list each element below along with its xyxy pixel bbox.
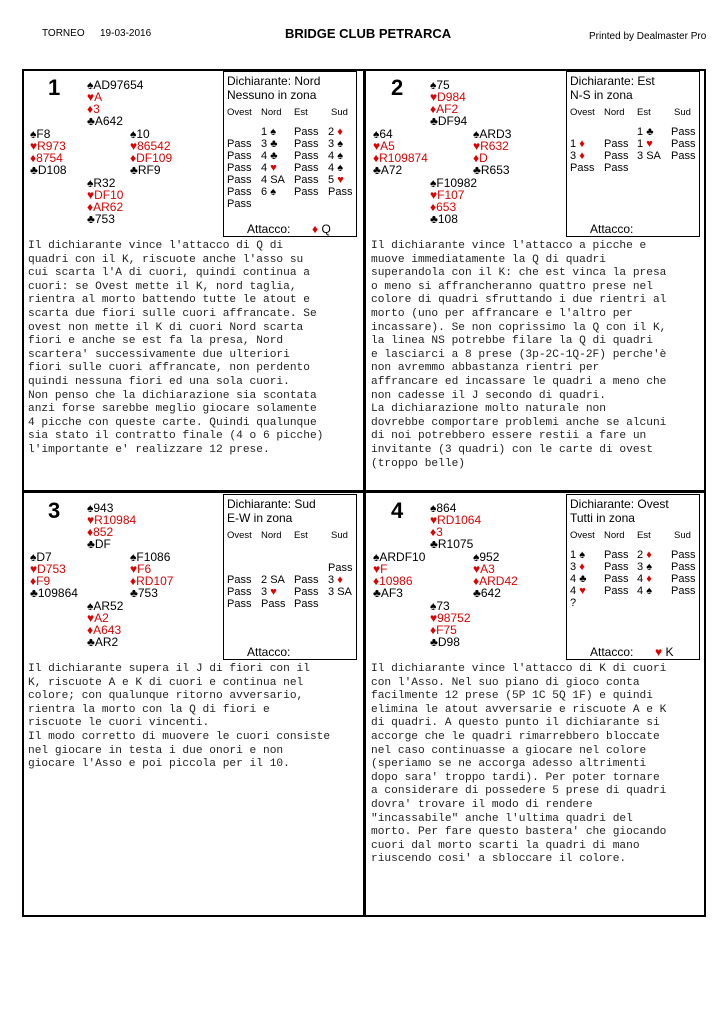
- west-holding: ARDF10: [379, 550, 426, 564]
- spade-icon: ♠: [430, 176, 437, 190]
- diamond-icon: ♦: [430, 102, 437, 116]
- bid-header-est: Est: [294, 530, 308, 541]
- north-holding: AD97654: [93, 78, 144, 92]
- dealer: Dichiarante: Nord: [227, 74, 321, 88]
- diamond-icon: ♦: [579, 150, 585, 162]
- bid-header-est: Est: [294, 107, 308, 118]
- east-holding: D: [479, 151, 488, 165]
- club-icon: ♣: [373, 586, 381, 600]
- spade-icon: ♠: [430, 501, 437, 515]
- bidding-header: [570, 107, 698, 121]
- spade-icon: ♠: [130, 550, 137, 564]
- bid-header-sud: Sud: [674, 107, 691, 118]
- north-holding: R1075: [437, 537, 474, 551]
- east-holding: 86542: [137, 139, 171, 153]
- diamond-icon: ♦: [337, 126, 343, 138]
- east-hand: [130, 551, 173, 599]
- south-suit-line: [430, 636, 471, 648]
- south-hand: [87, 600, 123, 648]
- dealer-info: [227, 497, 316, 525]
- board-commentary: Il dichiarante vince l'attacco di K di cuori con l'Asso. Nel suo piano di gioco conta facilmente 12 prese (5P 1C 5Q 1F) e quindi elimina le atout avversarie e riscuote A e K di quadri. A questo punto il dichiarante si accorge che le quadri rimarrebbero bloccate nel caso continuasse a giocare nel colore (speriamo se ne accorga adesso altrimenti dopo sara' troppo tardi). Per poter tornare a considerare di possedere 5 prese di quadri dovra' trovare il modo di rendere "incassabile" anche l'ultima quadri del morto. Per fare questo bastera' che giocando cuori dal morto scarti la quadri di mano riuscendo cosi' a sbloccare il colore.: [371, 663, 667, 866]
- north-holding: D984: [437, 90, 466, 104]
- east-hand: [130, 128, 172, 176]
- south-hand: [87, 177, 123, 225]
- south-holding: F75: [436, 623, 457, 637]
- bid-header-est: Est: [637, 107, 651, 118]
- bidding-header: [227, 107, 355, 121]
- heart-icon: ♥: [87, 90, 95, 104]
- club-icon: ♣: [87, 635, 95, 649]
- north-suit-line: [87, 115, 143, 127]
- south-hand: [430, 600, 471, 648]
- west-holding: D108: [37, 163, 67, 177]
- heart-icon: ♥: [646, 138, 653, 150]
- spade-icon: ♠: [373, 550, 380, 564]
- bidding-table: [227, 126, 355, 216]
- south-suit-line: [87, 213, 123, 225]
- west-holding: F: [380, 562, 388, 576]
- heart-icon: ♥: [87, 188, 95, 202]
- diamond-icon: ♦: [430, 200, 437, 214]
- board-number: 2: [391, 75, 404, 100]
- bids-est: Pass Pass Pass: [294, 574, 319, 610]
- north-holding: A: [94, 90, 103, 104]
- east-holding: RF9: [137, 163, 161, 177]
- board-commentary: Il dichiarante vince l'attacco a picche e muove immediatamente la Q di quadri superandola con il K: che est vinca la presa o meno si affrancheranno quattro prese nel colore di quadri sfruttando i due rientri al morto (uno per affrancare e l'altro per incassare). Se non coprissimo la Q con il K, la linea NS potrebbe filare la Q di quadri e lasciarci a 8 prese (3p-2C-1Q-2F) perche'è non avremmo abbastanza rientri per affrancare ed incassare le quadri a meno che non cadesse il J secondo di quadri. La dichiarazione molto naturale non dovrebbe comportare problemi anche se alcuni di noi potrebbero essere restii a fare un invitante (3 quadri) con le carte di ovest (troppo belle): [371, 240, 667, 470]
- heart-icon: ♥: [30, 139, 38, 153]
- west-suit-line: [30, 587, 78, 599]
- dealer: Dichiarante: Sud: [227, 497, 316, 511]
- spade-icon: ♠: [87, 176, 94, 190]
- north-holding: 3: [436, 525, 443, 539]
- east-hand: [473, 128, 511, 176]
- diamond-icon: ♦: [30, 151, 37, 165]
- bids-sud: Pass 3 ♦ 3 SA: [328, 562, 353, 598]
- south-holding: 108: [437, 212, 458, 226]
- diamond-icon: ♦: [430, 623, 437, 637]
- heart-icon: ♥: [373, 562, 381, 576]
- diamond-icon: ♦: [87, 200, 94, 214]
- east-holding: ARD3: [479, 127, 512, 141]
- west-suit-line: [373, 587, 425, 599]
- lead-label: Attacco:: [247, 222, 291, 236]
- board-commentary: Il dichiarante supera il J di fiori con il K, riscuote A e K di cuori e continua nel colore; con qualunque ritorno avversario, rientra la morto con la Q di fiori e riscuote le cuori vincenti. Il modo corretto di muovere le cuori consiste nel giocare in testa i due onori e non giocare l'Asso e poi piccola per il 10.: [28, 663, 331, 771]
- horizontal-divider: [22, 490, 706, 493]
- bid-header-ovest: Ovest: [227, 530, 252, 541]
- north-holding: 75: [436, 78, 450, 92]
- west-holding: F8: [36, 127, 51, 141]
- diamond-icon: ♦: [87, 102, 94, 116]
- east-holding: 952: [479, 550, 500, 564]
- lead-card: ♥ K: [655, 645, 674, 659]
- west-suit-line: [30, 164, 67, 176]
- heart-icon: ♥: [430, 188, 438, 202]
- dealer-info: [570, 497, 669, 525]
- south-holding: AR52: [93, 599, 124, 613]
- bidding-header: [570, 530, 698, 544]
- bid-header-nord: Nord: [604, 530, 625, 541]
- east-holding: R632: [480, 139, 509, 153]
- north-holding: 864: [436, 501, 457, 515]
- east-hand: [473, 551, 518, 599]
- north-holding: RD1064: [437, 513, 482, 527]
- west-hand: [30, 551, 78, 599]
- heart-icon: ♥: [270, 586, 277, 598]
- south-holding: A643: [93, 623, 122, 637]
- west-suit-line: [373, 164, 428, 176]
- vulnerability: E-W in zona: [227, 511, 293, 525]
- east-holding: DF109: [136, 151, 173, 165]
- diamond-icon: ♦: [579, 561, 585, 573]
- vulnerability: Tutti in zona: [570, 511, 635, 525]
- bids-ovest: 1 ♠ 3 ♦ 4 ♣ 4 ♥ ?: [570, 549, 587, 609]
- bidding-table: [570, 126, 698, 216]
- north-holding: 3: [93, 102, 100, 116]
- auction-box: [566, 494, 700, 660]
- vulnerability: N-S in zona: [570, 88, 633, 102]
- bids-sud: Pass Pass Pass: [671, 126, 696, 162]
- diamond-icon: ♦: [337, 574, 343, 586]
- diamond-icon: ♦: [312, 222, 319, 236]
- bid-header-nord: Nord: [261, 530, 282, 541]
- east-holding: ARD42: [479, 574, 518, 588]
- lead-card: ♦ Q: [312, 222, 331, 236]
- spade-icon: ♠: [87, 501, 94, 515]
- club-icon: ♣: [430, 635, 438, 649]
- south-holding: F10982: [436, 176, 478, 190]
- west-holding: R109874: [379, 151, 428, 165]
- club-icon: ♣: [130, 586, 138, 600]
- north-hand: [87, 502, 136, 550]
- heart-icon: ♥: [579, 585, 586, 597]
- south-holding: D98: [437, 635, 460, 649]
- west-holding: A5: [380, 139, 395, 153]
- club-icon: ♣: [430, 114, 438, 128]
- board-number: 1: [48, 75, 61, 100]
- bid-header-ovest: Ovest: [227, 107, 252, 118]
- north-holding: AF2: [436, 102, 459, 116]
- vulnerability: Nessuno in zona: [227, 88, 317, 102]
- diamond-icon: ♦: [130, 574, 137, 588]
- diamond-icon: ♦: [646, 549, 652, 561]
- south-holding: 653: [436, 200, 457, 214]
- east-suit-line: [130, 164, 172, 176]
- north-holding: A642: [94, 114, 123, 128]
- event-label: TORNEO: [42, 28, 85, 39]
- dealer: Dichiarante: Est: [570, 74, 655, 88]
- heart-icon: ♥: [373, 139, 381, 153]
- diamond-icon: ♦: [373, 574, 380, 588]
- diamond-icon: ♦: [373, 151, 380, 165]
- west-holding: D753: [37, 562, 66, 576]
- west-holding: 64: [379, 127, 393, 141]
- heart-icon: ♥: [130, 562, 138, 576]
- bidding-table: [570, 549, 698, 639]
- east-holding: 642: [480, 586, 501, 600]
- heart-icon: ♥: [473, 562, 481, 576]
- south-holding: R32: [93, 176, 116, 190]
- diamond-icon: ♦: [646, 573, 652, 585]
- event-date: 19-03-2016: [100, 28, 152, 39]
- lead-label: Attacco:: [590, 222, 634, 236]
- south-holding: 73: [436, 599, 450, 613]
- heart-icon: ♥: [430, 90, 438, 104]
- east-suit-line: [473, 164, 511, 176]
- club-icon: ♣: [430, 212, 438, 226]
- vertical-divider: [363, 69, 366, 917]
- club-icon: ♣: [87, 212, 95, 226]
- north-holding: DF94: [437, 114, 468, 128]
- west-hand: [373, 551, 425, 599]
- club-icon: ♣: [30, 586, 38, 600]
- club-icon: ♣: [30, 163, 38, 177]
- east-holding: RD107: [136, 574, 174, 588]
- west-holding: 8754: [36, 151, 63, 165]
- east-holding: F6: [137, 562, 152, 576]
- bids-nord: 1 ♠ 3 ♣ 4 ♣ 4 ♥ 4 SA 6 ♠: [261, 126, 285, 198]
- south-holding: 753: [94, 212, 115, 226]
- south-holding: A2: [94, 611, 109, 625]
- auction-box: [223, 494, 357, 660]
- club-icon: ♣: [473, 163, 481, 177]
- club-icon: ♣: [87, 537, 95, 551]
- east-holding: F1086: [136, 550, 171, 564]
- heart-icon: ♥: [87, 513, 95, 527]
- heart-icon: ♥: [430, 513, 438, 527]
- lead-label: Attacco:: [247, 645, 291, 659]
- bid-header-nord: Nord: [261, 107, 282, 118]
- bids-nord: 2 SA 3 ♥ Pass: [261, 574, 286, 610]
- bid-header-est: Est: [637, 530, 651, 541]
- dealer: Dichiarante: Ovest: [570, 497, 669, 511]
- south-holding: 98752: [437, 611, 471, 625]
- bids-nord: Pass Pass Pass Pass: [604, 549, 629, 597]
- heart-icon: ♥: [655, 645, 663, 659]
- diamond-icon: ♦: [473, 151, 480, 165]
- east-holding: 10: [136, 127, 150, 141]
- north-holding: R10984: [94, 513, 137, 527]
- printed-by: Printed by Dealmaster Pro: [589, 31, 707, 42]
- west-hand: [373, 128, 428, 176]
- diamond-icon: ♦: [30, 574, 37, 588]
- west-holding: 109864: [37, 586, 78, 600]
- diamond-icon: ♦: [87, 525, 94, 539]
- bid-header-sud: Sud: [331, 107, 348, 118]
- west-holding: AF3: [380, 586, 403, 600]
- board-number: 3: [48, 498, 61, 523]
- bid-header-sud: Sud: [331, 530, 348, 541]
- south-suit-line: [87, 636, 123, 648]
- bid-header-ovest: Ovest: [570, 530, 595, 541]
- lead-label: Attacco:: [590, 645, 634, 659]
- spade-icon: ♠: [430, 78, 437, 92]
- north-holding: 852: [93, 525, 114, 539]
- west-holding: A72: [380, 163, 403, 177]
- north-holding: DF: [94, 537, 111, 551]
- spade-icon: ♠: [473, 127, 480, 141]
- club-icon: ♣: [130, 163, 138, 177]
- bids-est: 2 ♦ 3 ♠ 4 ♦ 4 ♠: [637, 549, 653, 597]
- dealer-info: [570, 74, 655, 102]
- bidding-table: [227, 562, 355, 652]
- south-holding: F107: [437, 188, 465, 202]
- board-number: 4: [391, 498, 404, 523]
- south-holding: DF10: [94, 188, 124, 202]
- bids-ovest: Pass Pass Pass Pass Pass Pass: [227, 138, 252, 210]
- south-holding: AR62: [93, 200, 124, 214]
- spade-icon: ♠: [473, 550, 480, 564]
- bids-nord: Pass Pass Pass: [604, 138, 629, 174]
- bid-header-sud: Sud: [674, 530, 691, 541]
- heart-icon: ♥: [87, 611, 95, 625]
- spade-icon: ♠: [87, 78, 94, 92]
- diamond-icon: ♦: [130, 151, 137, 165]
- north-suit-line: [430, 538, 481, 550]
- west-holding: 10986: [379, 574, 413, 588]
- bidding-header: [227, 530, 355, 544]
- north-holding: 943: [93, 501, 114, 515]
- bids-sud: 2 ♦ 3 ♠ 4 ♠ 4 ♠ 5 ♥ Pass: [328, 126, 353, 198]
- bids-sud: Pass Pass Pass Pass: [671, 549, 696, 597]
- spade-icon: ♠: [373, 127, 380, 141]
- heart-icon: ♥: [30, 562, 38, 576]
- north-suit-line: [430, 115, 467, 127]
- west-holding: D7: [36, 550, 52, 564]
- spade-icon: ♠: [130, 127, 137, 141]
- south-suit-line: [430, 213, 477, 225]
- east-suit-line: [130, 587, 173, 599]
- bids-est: Pass Pass Pass Pass Pass Pass: [294, 126, 319, 198]
- north-hand: [87, 79, 143, 127]
- bid-header-nord: Nord: [604, 107, 625, 118]
- diamond-icon: ♦: [430, 525, 437, 539]
- west-hand: [30, 128, 67, 176]
- heart-icon: ♥: [430, 611, 438, 625]
- club-icon: ♣: [430, 537, 438, 551]
- club-icon: ♣: [373, 163, 381, 177]
- heart-icon: ♥: [130, 139, 138, 153]
- bids-est: 1 ♣ 1 ♥ 3 SA: [637, 126, 661, 162]
- diamond-icon: ♦: [579, 138, 585, 150]
- auction-box: [566, 71, 700, 237]
- bids-ovest: Pass Pass Pass: [227, 574, 252, 610]
- spade-icon: ♠: [87, 599, 94, 613]
- bids-ovest: 1 ♦ 3 ♦ Pass: [570, 138, 595, 174]
- club-title: BRIDGE CLUB PETRARCA: [285, 26, 452, 41]
- bid-header-ovest: Ovest: [570, 107, 595, 118]
- north-hand: [430, 79, 467, 127]
- dealer-info: [227, 74, 320, 102]
- north-suit-line: [87, 538, 136, 550]
- east-holding: A3: [480, 562, 495, 576]
- east-holding: R653: [480, 163, 510, 177]
- west-holding: R973: [37, 139, 66, 153]
- auction-box: [223, 71, 357, 237]
- diamond-icon: ♦: [473, 574, 480, 588]
- board-commentary: Il dichiarante vince l'attacco di Q di quadri con il K, riscuote anche l'asso su cui scarta l'A di cuori, quindi continua a cuori: se Ovest mette il K, nord taglia, rientra al morto battendo tutte le atout e scarta due fiori sulle cuori affrancate. Se ovest non mette il K di cuori Nord scarta fiori e anche se est fa la presa, Nord scartera' successivamente due ulteriori fiori sulle cuori affrancate, non perdento quindi nessuna fiori ed una sola cuori. Non penso che la dichiarazione sia scontata anzi forse sarebbe meglio giocare solamente 4 picche con queste carte. Quindi qualunque sia stato il contratto finale (4 o 6 picche) l'importante e' realizzare 12 prese.: [28, 240, 324, 456]
- heart-icon: ♥: [337, 174, 344, 186]
- heart-icon: ♥: [270, 162, 277, 174]
- south-holding: AR2: [94, 635, 119, 649]
- east-holding: 753: [137, 586, 158, 600]
- south-hand: [430, 177, 477, 225]
- spade-icon: ♠: [430, 599, 437, 613]
- club-icon: ♣: [87, 114, 95, 128]
- club-icon: ♣: [473, 586, 481, 600]
- north-hand: [430, 502, 481, 550]
- diamond-icon: ♦: [87, 623, 94, 637]
- east-suit-line: [473, 587, 518, 599]
- spade-icon: ♠: [30, 550, 37, 564]
- spade-icon: ♠: [30, 127, 37, 141]
- heart-icon: ♥: [473, 139, 481, 153]
- west-holding: F9: [36, 574, 51, 588]
